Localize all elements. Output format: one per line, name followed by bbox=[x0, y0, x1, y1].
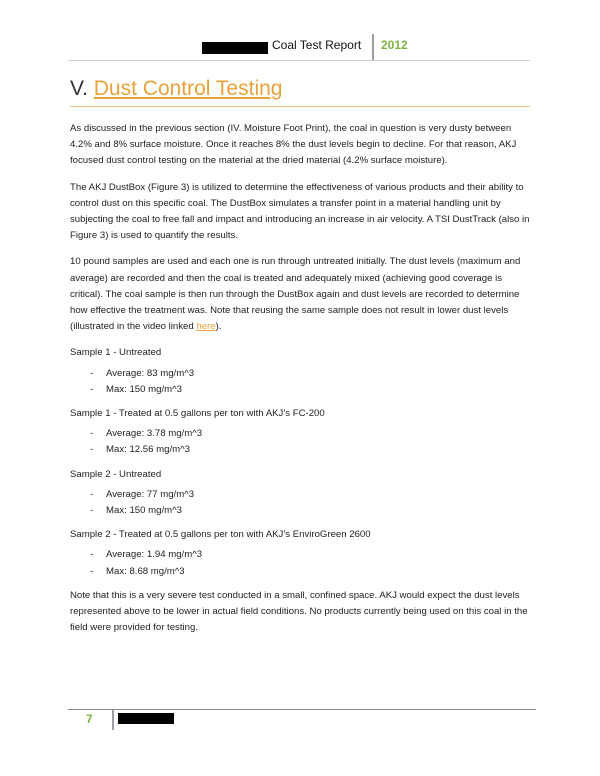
header-divider bbox=[372, 34, 374, 61]
footer-page-number: 7 bbox=[86, 712, 93, 726]
section-heading-rule bbox=[70, 106, 530, 107]
sample-2-treated-average: - Average: 1.94 mg/m^3 bbox=[70, 547, 532, 563]
paragraph-method-text: 10 pound samples are used and each one is run through untreated initially. The dust levels (maximum and average) are recorded and then the coal is treated and adequately mixed (achieving good coverage is critical). The coal sample is then run through the DustBox again and dust levels are recorded to determine how effective the treatment was. Note that reusing the same sample does not result in lower dust levels (illustrated in the video linked bbox=[70, 256, 521, 333]
sample-1-untreated-results bbox=[70, 366, 532, 398]
sample-1-treated-label: Sample 1 - Treated at 0.5 gallons per ton with AKJ’s FC-200 bbox=[70, 408, 325, 420]
video-link[interactable]: here bbox=[196, 321, 216, 333]
sample-1-untreated-label: Sample 1 - Untreated bbox=[70, 347, 162, 359]
sample-2-treated-label: Sample 2 - Treated at 0.5 gallons per ton with AKJ’s EnviroGreen 2600 bbox=[70, 529, 371, 541]
sample-2-treated-results bbox=[70, 547, 532, 579]
sample-1-untreated-average: - Average: 83 mg/m^3 bbox=[70, 366, 532, 382]
paragraph-dustbox: The AKJ DustBox (Figure 3) is utilized to determine the effectiveness of various products and their ability to control dust on this specific coal. The DustBox simulates a transfer point in a material handling unit by subjecting the coal to free fall and impact and introducing an increase in air velocity. A TSI DustTrack (also in Figure 3) is used to quantify the results. bbox=[70, 181, 530, 242]
sample-2-treated-max: - Max: 8.68 mg/m^3 bbox=[70, 564, 532, 580]
section-number: V. bbox=[70, 77, 88, 100]
body-text bbox=[70, 121, 532, 646]
sample-2-untreated-results bbox=[70, 487, 532, 519]
sample-2-untreated-max: - Max: 150 mg/m^3 bbox=[70, 503, 532, 519]
sample-2-untreated-average: - Average: 77 mg/m^3 bbox=[70, 487, 532, 503]
paragraph-intro: As discussed in the previous section (IV. Moisture Foot Print), the coal in question is very dusty between 4.2% and 8% surface moisture. Once it reaches 8% the dust levels begin to decline. For that reason, AKJ focused dust control testing on the material at the dried material (4.2% surface moisture). bbox=[70, 123, 517, 167]
sample-1-treated-results bbox=[70, 426, 532, 458]
section-title-link[interactable]: Dust Control Testing bbox=[93, 77, 283, 100]
section-heading bbox=[70, 77, 282, 101]
sample-1-untreated-max: - Max: 150 mg/m^3 bbox=[70, 382, 532, 398]
sample-1-treated-max: - Max: 12.56 mg/m^3 bbox=[70, 442, 532, 458]
header-redaction-block bbox=[202, 42, 268, 54]
header-year: 2012 bbox=[381, 38, 408, 52]
header-rule bbox=[68, 60, 530, 61]
footer-redaction-block bbox=[118, 713, 174, 724]
footer-divider bbox=[112, 709, 114, 730]
footer-rule bbox=[68, 709, 536, 710]
sample-1-treated-average: - Average: 3.78 mg/m^3 bbox=[70, 426, 532, 442]
header-report-title: Coal Test Report bbox=[272, 38, 362, 52]
sample-2-untreated-label: Sample 2 - Untreated bbox=[70, 468, 162, 480]
paragraph-method-end: ). bbox=[215, 321, 222, 333]
paragraph-method bbox=[70, 254, 532, 335]
paragraph-closing: Note that this is a very severe test conducted in a small, confined space. AKJ would expect the dust levels represented above to be lower in actual field conditions. No products currently being used on this coal in the field were provided for testing. bbox=[70, 589, 528, 634]
